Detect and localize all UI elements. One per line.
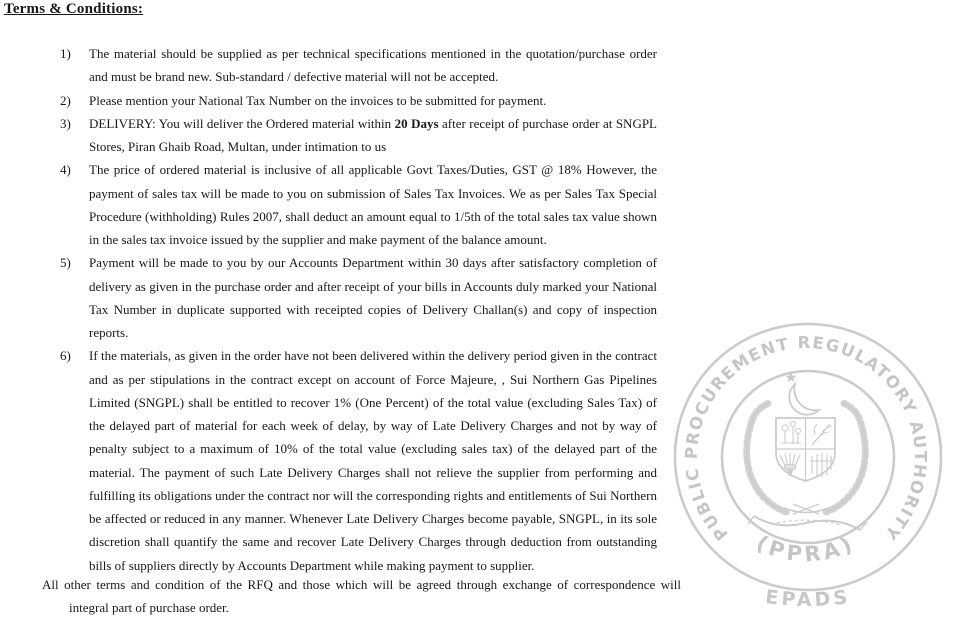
term-number: 4) (60, 162, 71, 178)
term-item-5 (60, 251, 657, 344)
term-text: DELIVERY: You will deliver the Ordered material within (89, 115, 395, 131)
term-item-4 (60, 158, 657, 251)
term-text-bold: 20 Days (394, 115, 439, 131)
term-number: 2) (60, 92, 71, 108)
term-number: 1) (60, 46, 71, 61)
term-item-1 (60, 42, 657, 89)
term-text: The price of ordered material is inclusive of all applicable Govt Taxes/Duties, GST @ 18% However, the payment of sales tax will be made to you on submission of Sales Tax Invoices. We as per Sales Tax Special Procedure (withholding) Rules 2007, shall deduct an amount equal to 1/5th of the total sales tax value shown in the sales tax invoice issued by the supplier and make payment of the balance amount. (89, 162, 657, 247)
term-item-6 (60, 344, 657, 577)
term-text: The material should be supplied as per technical specifications mentioned in the quotation/purchase order and must be brand new. Sub-standard / defective material will not be accepted. (89, 46, 657, 85)
seal-epads-text: EPADS (764, 586, 852, 612)
closing-paragraph: All other terms and condition of the RFQ and those which will be agreed through exchange of correspondence will integral part of purchase order. (42, 577, 681, 616)
term-item-3 (60, 112, 657, 159)
term-text: If the materials, as given in the order have not been delivered within the delivery period given in the contract and as per stipulations in the contract except on account of Force Majeure, , Sui Northern Gas Pipelines Limited (SNGPL) shall be entitled to recover 1% (One Percent) of the total value (excluding Sales Tax) of the delayed part of material for each week of delay, by way of Late Delivery Charges and not by way of penalty subject to a maximum of 10% of the total value (excluding sales tax) of the delayed part of the material. The payment of such Late Delivery Charges shall not relieve the supplier from performing and fulfilling its obligations under the contract nor will the corresponding rights and entitlements of Sui Northern be affected or reduced in any manner. Whenever Late Delivery Charges become payable, SNGPL, in its sole discretion shall quantify the same and recover Late Delivery Charges through deduction from outstanding bills of suppliers directly by Accounts Department while making payment to supplier. (89, 348, 657, 573)
page-title: Terms & Conditions: (4, 1, 144, 17)
seal-ppra-text: (PPRA) (752, 530, 860, 567)
term-number: 6) (60, 348, 71, 364)
term-item-2 (60, 89, 657, 112)
seal-ring-text: PUBLIC PROCUREMENT REGULATORY AUTHORITY (681, 332, 931, 545)
term-number: 3) (60, 115, 71, 131)
term-text: after receipt of purchase order at SNGPL Stores, Piran Ghaib Road, Multan, under intimation to us (89, 115, 658, 154)
term-text: Payment will be made to you by our Accounts Department within 30 days after satisfactory completion of delivery as given in the purchase order and after receipt of your bills in Accounts duly marked your National Tax Number in duplicate supported with receipted copies of Delivery Challan(s) and copy of inspection reports. (89, 255, 657, 340)
terms-list (60, 42, 657, 577)
term-number: 5) (60, 255, 71, 271)
term-text: Please mention your National Tax Number on the invoices to be submitted for payment. (89, 92, 547, 108)
